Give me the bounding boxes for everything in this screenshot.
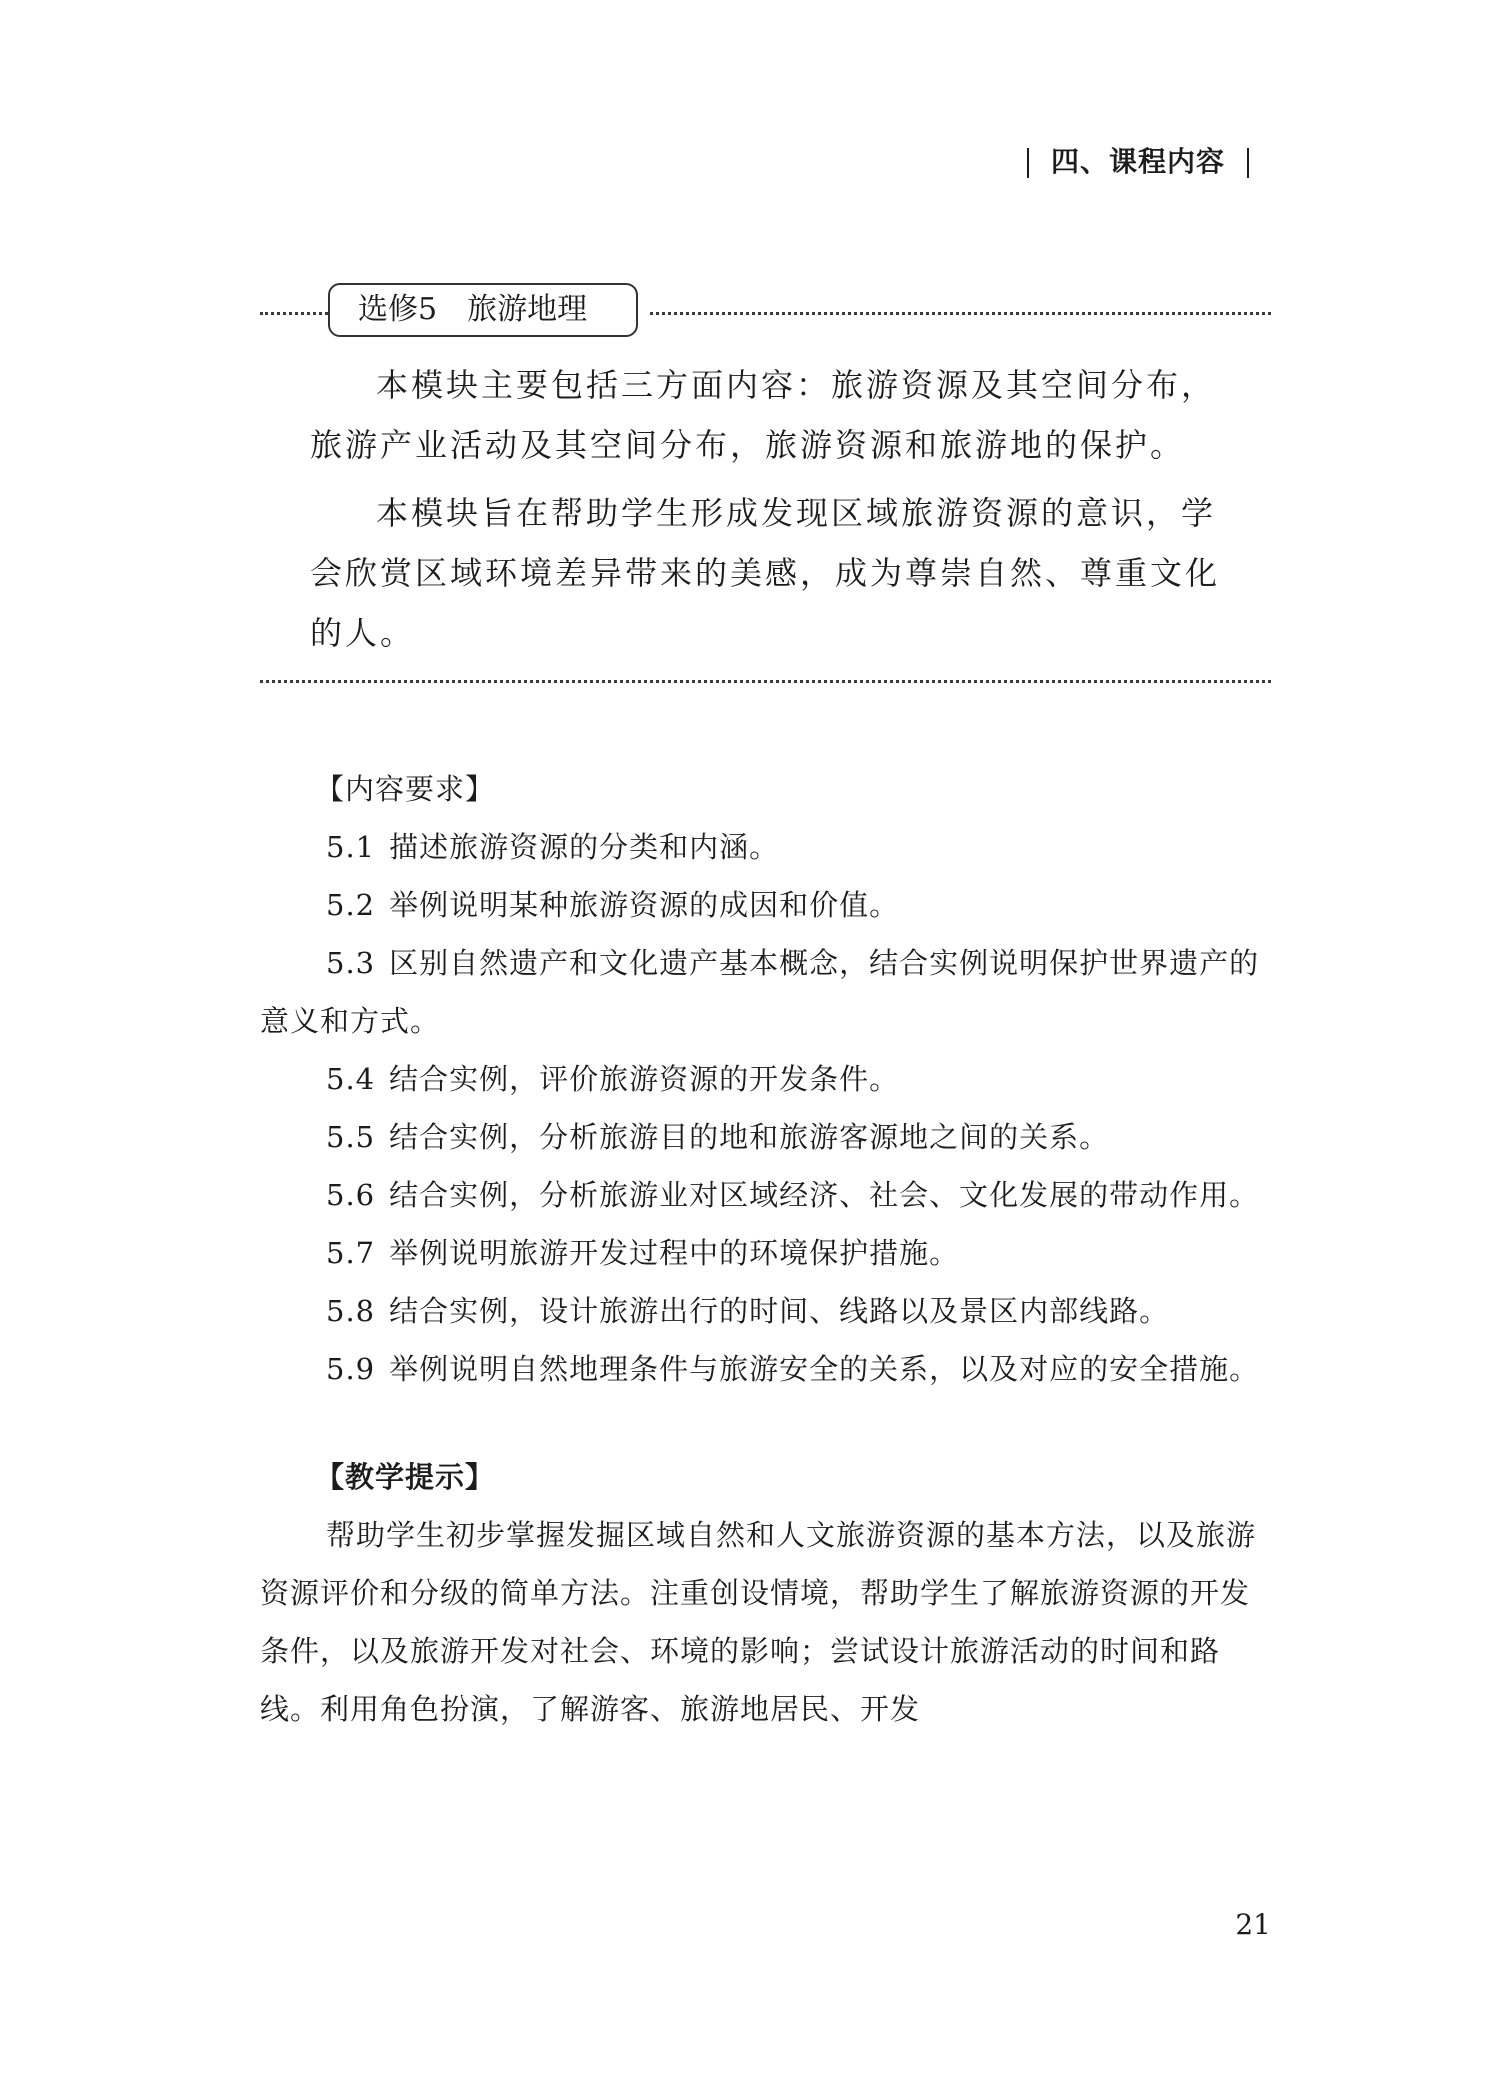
requirement-number: 5.9 — [326, 1352, 376, 1386]
dotted-rule-bottom — [260, 680, 1271, 683]
requirement-item — [260, 1282, 1271, 1340]
page-number: 21 — [1235, 1908, 1271, 1941]
requirements-title: 【内容要求】 — [315, 772, 496, 806]
requirement-item — [260, 934, 1271, 1050]
requirement-text: 结合实例，设计旅游出行的时间、线路以及景区内部线路。 — [389, 1294, 1170, 1328]
requirement-number: 5.5 — [326, 1120, 376, 1154]
requirement-number: 5.4 — [326, 1062, 376, 1096]
requirement-text: 举例说明自然地理条件与旅游安全的关系，以及对应的安全措施。 — [389, 1352, 1260, 1386]
requirement-item — [260, 1224, 1271, 1282]
module-code: 选修5 — [358, 292, 438, 327]
requirement-number: 5.6 — [326, 1178, 376, 1212]
intro-paragraph: 本模块旨在帮助学生形成发现区域旅游资源的意识，学会欣赏区域环境差异带来的美感，成为尊崇自然、尊重文化的人。 — [310, 494, 1221, 652]
intro-paragraph: 本模块主要包括三方面内容：旅游资源及其空间分布，旅游产业活动及其空间分布，旅游资源和旅游地的保护。 — [310, 366, 1217, 464]
requirement-text: 结合实例，评价旅游资源的开发条件。 — [389, 1062, 900, 1096]
module-name: 旅游地理 — [467, 292, 588, 327]
dotted-rule-right — [650, 312, 1271, 315]
requirement-item — [260, 1166, 1271, 1224]
requirement-number: 5.8 — [326, 1294, 376, 1328]
requirement-text: 描述旅游资源的分类和内涵。 — [389, 830, 780, 864]
requirement-number: 5.2 — [326, 888, 376, 922]
requirement-text: 区别自然遗产和文化遗产基本概念，结合实例说明保护世界遗产的意义和方式。 — [260, 946, 1260, 1038]
module-box-top — [260, 283, 1271, 343]
requirement-item — [260, 1050, 1271, 1108]
main-content — [260, 760, 1271, 1738]
requirement-item — [260, 1108, 1271, 1166]
running-header — [1005, 140, 1271, 180]
requirement-item — [260, 818, 1271, 876]
requirement-number: 5.3 — [326, 946, 376, 980]
requirement-number: 5.1 — [326, 830, 376, 864]
requirement-text: 结合实例，分析旅游业对区域经济、社会、文化发展的带动作用。 — [389, 1178, 1260, 1212]
requirement-text: 结合实例，分析旅游目的地和旅游客源地之间的关系。 — [389, 1120, 1110, 1154]
dotted-rule-left — [260, 312, 328, 315]
header-divider-right — [1247, 148, 1249, 178]
module-title-tab — [328, 283, 638, 337]
teaching-title: 【教学提示】 — [315, 1460, 496, 1494]
requirement-item — [260, 876, 1271, 934]
requirement-item — [260, 1340, 1271, 1398]
module-intro — [310, 355, 1230, 671]
requirement-number: 5.7 — [326, 1236, 376, 1270]
requirement-text: 举例说明旅游开发过程中的环境保护措施。 — [389, 1236, 960, 1270]
header-title: 四、课程内容 — [1050, 145, 1225, 178]
header-divider-left — [1027, 148, 1029, 178]
teaching-paragraph: 帮助学生初步掌握发掘区域自然和人文旅游资源的基本方法，以及旅游资源评价和分级的简单方法。注重创设情境，帮助学生了解旅游资源的开发条件，以及旅游开发对社会、环境的影响；尝试设计旅游活动的时间和路线。利用角色扮演，了解游客、旅游地居民、开发 — [260, 1518, 1257, 1726]
requirement-text: 举例说明某种旅游资源的成因和价值。 — [389, 888, 900, 922]
